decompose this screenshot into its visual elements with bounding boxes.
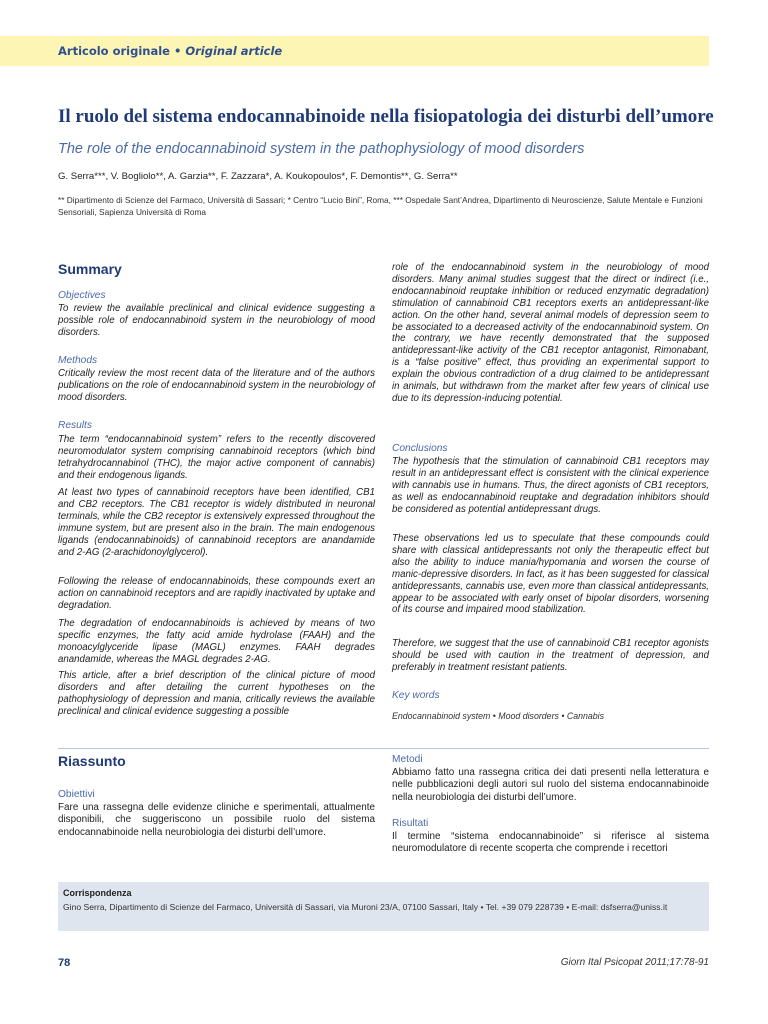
author-list: G. Serra***, V. Bogliolo**, A. Garzia**, F. Zazzara*, A. Koukopoulos*, F. Demontis**, G. Serra**: [58, 171, 458, 182]
article-type-it: Articolo originale: [58, 44, 170, 58]
results-paragraph-3: Following the release of endocannabinoids, these compounds exert an action on cannabinoid receptors and are rapidly inactivated by uptake and degradation.: [58, 576, 375, 611]
results-paragraph-2: At least two types of cannabinoid receptors have been identified, CB1 and CB2 receptors. The CB1 receptor is widely distributed in neuronal terminals, while the CB2 receptor is extensively expressed throughout the immune system, but are present also in the brain. The main endogenous ligands (endocannabinoids) of cannabinoid receptors are anandamide and 2-AG (2-arachidonoylglycerol).: [58, 487, 375, 558]
results-paragraph-4: The degradation of endocannabinoids is achieved by means of two specific enzymes, the fatty acid amide hydrolase (FAAH) and the monoacylglyceride lipase (MAGL) enzymes. FAAH degrades anandamide, whereas the MAGL degrades 2-AG.: [58, 618, 375, 665]
objectives-heading: Objectives: [58, 290, 106, 301]
affiliations: ** Dipartimento di Scienze del Farmaco, Università di Sassari; * Centro “Lucio Bini”, Roma, *** Ospedale Sant’Andrea, Dipartimento di Neuroscienze, Salute Mentale e Funzioni Sensoriali, Sapienza Università di Roma: [58, 195, 703, 217]
risultati-heading: Risultati: [392, 818, 429, 829]
conclusions-paragraph-2: These observations led us to speculate that these compounds could share with classical antidepressants not only the therapeutic effect but also the ability to induce mania/hypomania and worsen the course of manic-depressive disorders. In fact, as it has been suggested for classical antidepressants, cannabis use, even more than classical antidepressants, appear to be associated with early onset of bipolar disorders, worsening of its course and impaired mood stabilization.: [392, 533, 709, 616]
conclusions-paragraph-1: The hypothesis that the stimulation of cannabinoid CB1 receptors may result in an antidepressant effect is consistent with the clinical experience with cannabis use in humans. Thus, the direct agonists of CB1 receptors, as well as endocannabinoid reuptake and degradation inhibitors should be considered as potential antidepressant drugs.: [392, 456, 709, 515]
obiettivi-heading: Obiettivi: [58, 789, 95, 800]
article-type-separator: •: [173, 44, 182, 58]
risultati-text: Il termine “sistema endocannabinoide” si riferisce al sistema neuromodulatore di recente scoperta che comprende i recettori: [392, 831, 709, 855]
methods-text: Critically review the most recent data of the literature and of the authors publications on the role of endocannabinoid system in the neurobiology of mood disorders.: [58, 368, 375, 403]
article-type-label: [58, 44, 282, 58]
metodi-heading: Metodi: [392, 754, 423, 765]
objectives-text: To review the available preclinical and clinical evidence suggesting a possible role of endocannabinoid system in the neurobiology of mood disorders.: [58, 303, 375, 338]
methods-heading: Methods: [58, 355, 98, 366]
summary-heading: Summary: [58, 261, 122, 277]
obiettivi-text: Fare una rassegna delle evidenze cliniche e sperimentali, attualmente disponibili, che suggeriscono un possibile ruolo del sistema endocannabinoide nella neurobiologia dei disturbi dell’umore.: [58, 802, 375, 838]
conclusions-paragraph-3: Therefore, we suggest that the use of cannabinoid CB1 receptor agonists should be used with caution in the treatment of depression, and preferably in treatment resistant patients.: [392, 638, 709, 673]
section-divider: [58, 748, 709, 749]
correspondence-text: Gino Serra, Dipartimento di Scienze del Farmaco, Università di Sassari, via Muroni 23/A, 07100 Sassari, Italy • Tel. +39 079 228739 • E-mail: dsfserra@uniss.it: [63, 902, 668, 912]
article-type-en: Original article: [185, 44, 283, 58]
results-continued: role of the endocannabinoid system in the neurobiology of mood disorders. Many animal studies suggest that the direct or indirect (i.e., endocannabinoid reuptake inhibition or reduced enzymatic degradation) stimulation of cannabinoid CB1 receptors exerts an antidepressant-like action. On the other hand, several animal models of depression seem to be associated to a decreased activity of the endocannabinoid system. On the contrary, we have recently demonstrated that the supposed antidepressant-like activity of the CB1 receptor antagonist, Rimonabant, is a “false positive” effect, thus providing an experimental support to explain the obvious contradiction of a drug claimed to be antidepressant in animals, but withdrawn from the market after few years of clinical use due to its depression-inducing potential.: [392, 262, 709, 404]
keywords-heading: Key words: [392, 690, 440, 701]
keywords-list: Endocannabinoid system • Mood disorders • Cannabis: [392, 711, 605, 721]
article-title: Il ruolo del sistema endocannabinoide nella fisiopatologia dei disturbi dell’umore: [58, 106, 714, 127]
correspondence-heading: Corrispondenza: [63, 888, 132, 898]
journal-citation: Giorn Ital Psicopat 2011;17:78-91: [560, 957, 709, 968]
conclusions-heading: Conclusions: [392, 443, 448, 454]
riassunto-heading: Riassunto: [58, 753, 126, 769]
metodi-text: Abbiamo fatto una rassegna critica dei dati presenti nella letteratura e nelle pubblicazioni degli autori sul ruolo del sistema endocannabinoide nella neurobiologia dei disturbi dell’umore.: [392, 767, 709, 803]
article-subtitle: The role of the endocannabinoid system in the pathophysiology of mood disorders: [58, 141, 585, 157]
page-number: 78: [58, 957, 71, 969]
results-paragraph-5: This article, after a brief description of the clinical picture of mood disorders and after detailing the current hypotheses on the pathophysiology of depression and mania, critically reviews the available preclinical and clinical evidence suggesting a possible: [58, 670, 375, 717]
results-paragraph-1: The term “endocannabinoid system” refers to the recently discovered neuromodulator system comprising cannabinoid receptors (which bind tetrahydrocannabinol (THC), the major active component of cannabis) and their endogenous ligands.: [58, 434, 375, 481]
results-heading: Results: [58, 420, 92, 431]
